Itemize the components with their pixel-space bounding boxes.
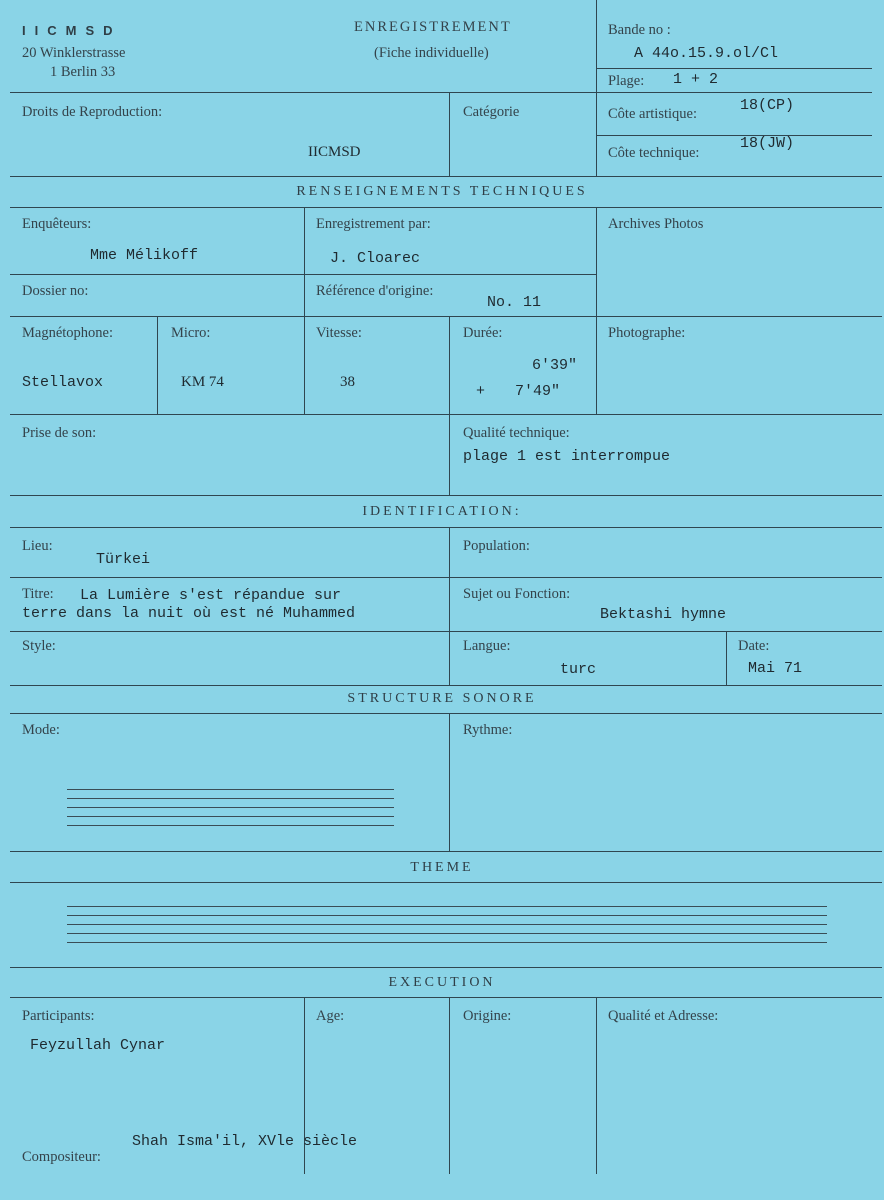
rule [10,316,882,317]
age-label: Age: [316,1008,345,1024]
participants-value: Feyzullah Cynar [30,1037,166,1054]
staff-line [67,906,827,907]
org-name: IICMSD [22,23,122,38]
enqueteurs-label: Enquêteurs: [22,216,92,232]
qualite-adresse-label: Qualité et Adresse: [608,1008,719,1024]
section-structure-sonore: STRUCTURE SONORE [347,691,537,706]
reference-value: No. 11 [487,294,542,311]
enqueteurs-value: Mme Mélikoff [90,247,199,264]
card-subtitle: (Fiche individuelle) [374,45,489,61]
rule [10,685,882,686]
magnetophone-label: Magnétophone: [22,325,114,341]
rule [596,0,597,176]
langue-value: turc [560,661,597,678]
plage-label: Plage: [608,73,645,89]
archives-label: Archives Photos [608,216,704,232]
style-label: Style: [22,638,56,654]
cote-artistique-label: Côte artistique: [608,106,697,122]
duree-label: Durée: [463,325,503,341]
section-identification: IDENTIFICATION: [362,504,522,519]
micro-label: Micro: [171,325,211,341]
compositeur-label: Compositeur: [22,1149,101,1165]
prise-de-son-label: Prise de son: [22,425,97,441]
cote-artistique-value: 18(CP) [740,97,795,114]
lieu-value: Türkei [96,551,151,568]
duree-value-2: 7'49" [515,383,561,400]
rule [10,967,882,968]
rule [596,68,872,69]
rule [596,207,597,414]
vitesse-value: 38 [340,374,355,390]
staff-line [67,816,394,817]
staff-line [67,789,394,790]
bande-value: A 44o.15.9.ol/Cl [634,45,779,62]
cote-technique-value: 18(JW) [740,135,795,152]
card-title: ENREGISTREMENT [354,19,512,35]
cote-technique-label: Côte technique: [608,145,700,161]
rule [10,495,882,496]
enregistrement-label: Enregistrement par: [316,216,431,232]
dossier-label: Dossier no: [22,283,89,299]
rule [10,851,882,852]
bande-label: Bande no : [608,22,671,38]
staff-line [67,942,827,943]
titre-value-line2: terre dans la nuit où est né Muhammed [22,605,356,622]
staff-line [67,825,394,826]
rule [726,631,727,685]
staff-line [67,924,827,925]
rule [449,997,450,1174]
magnetophone-value: Stellavox [22,374,104,391]
rule [10,713,882,714]
rule [596,92,872,93]
lieu-label: Lieu: [22,538,53,554]
duree-plus: + [476,383,486,400]
origine-label: Origine: [463,1008,512,1024]
qualite-technique-value: plage 1 est interrompue [463,448,671,465]
reference-label: Référence d'origine: [316,283,434,299]
rule [10,176,882,177]
titre-label: Titre: [22,586,54,602]
section-renseignements: RENSEIGNEMENTS TECHNIQUES [296,184,588,199]
population-label: Population: [463,538,530,554]
compositeur-value: Shah Isma'il, XVle siècle [132,1133,358,1150]
rule [304,207,305,414]
rule [449,316,450,495]
mode-label: Mode: [22,722,60,738]
rule [449,527,450,685]
staff-line [67,807,394,808]
staff-line [67,933,827,934]
rule [10,414,882,415]
rule [10,577,882,578]
sujet-label: Sujet ou Fonction: [463,586,571,602]
droits-label: Droits de Reproduction: [22,104,163,120]
rule [449,92,450,176]
rule [596,997,597,1174]
date-value: Mai 71 [748,660,803,677]
rule [449,713,450,851]
vitesse-label: Vitesse: [316,325,362,341]
titre-value-line1: La Lumière s'est répandue sur [80,587,342,604]
section-theme: THEME [410,860,474,875]
rule [10,997,882,998]
droits-value: IICMSD [308,144,361,160]
sujet-value: Bektashi hymne [600,606,727,623]
rule [10,92,596,93]
rule [10,527,882,528]
date-label: Date: [738,638,770,654]
rule [157,316,158,414]
staff-line [67,798,394,799]
photographe-label: Photographe: [608,325,686,341]
org-address-line2: 1 Berlin 33 [50,64,116,80]
rule [10,207,882,208]
categorie-label: Catégorie [463,104,520,120]
qualite-technique-label: Qualité technique: [463,425,570,441]
micro-value: KM 74 [181,374,224,390]
plage-value: 1 + 2 [673,71,719,88]
rule [10,274,596,275]
rule [596,135,872,136]
enregistrement-value: J. Cloarec [330,250,421,267]
rule [10,882,882,883]
participants-label: Participants: [22,1008,95,1024]
duree-value-1: 6'39" [532,357,578,374]
staff-line [67,915,827,916]
rythme-label: Rythme: [463,722,513,738]
section-execution: EXECUTION [388,975,496,990]
org-address-line1: 20 Winklerstrasse [22,45,126,61]
rule [10,631,882,632]
langue-label: Langue: [463,638,511,654]
